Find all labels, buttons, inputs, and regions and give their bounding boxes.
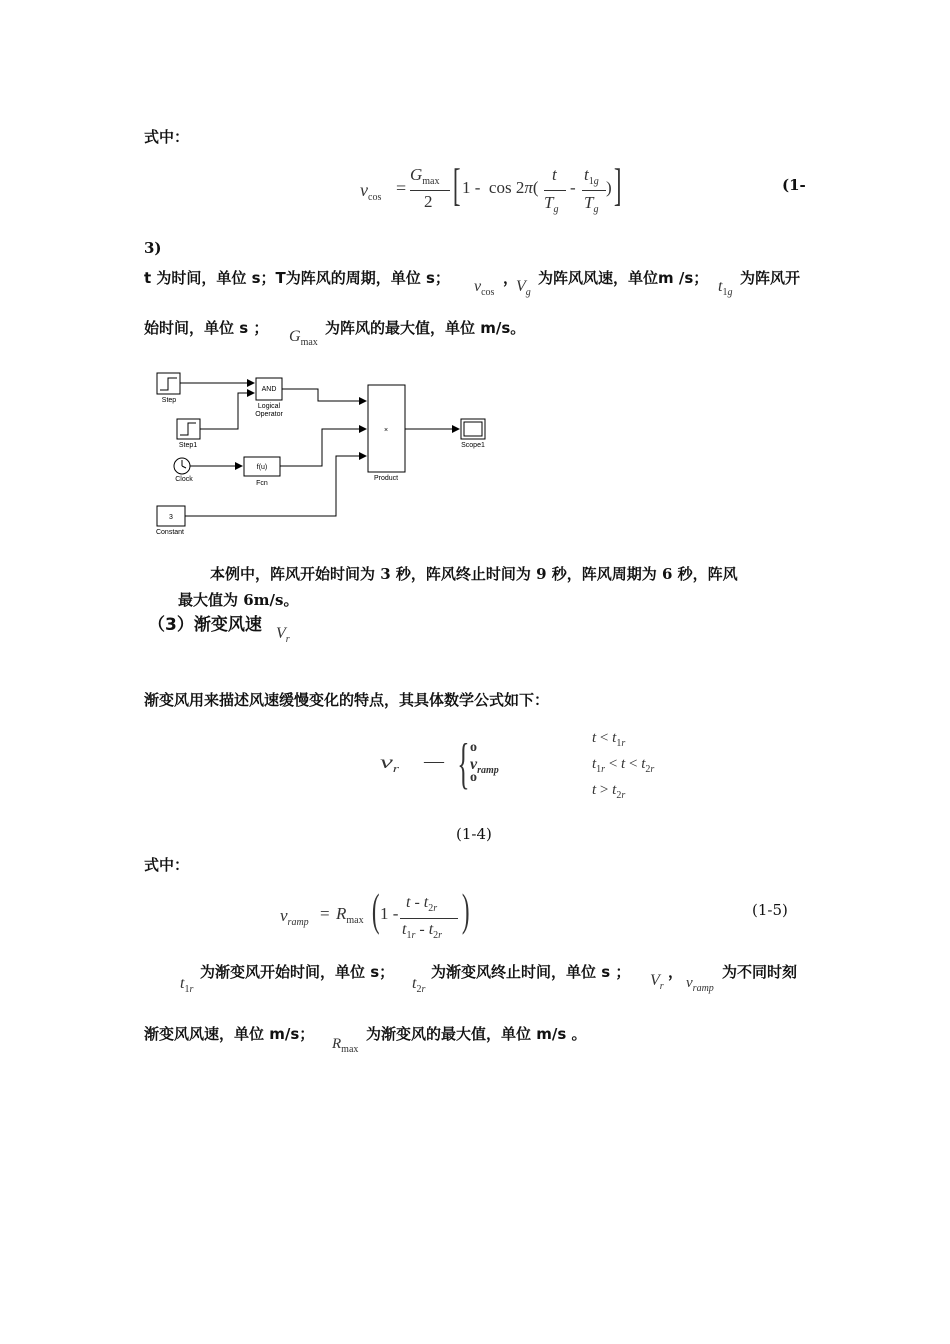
fcn-label: Fcn — [256, 480, 268, 487]
paragraph-text: 渐变风风速，单位 m/s； — [144, 1025, 315, 1043]
logical-operator-label: Operator — [255, 411, 283, 418]
paragraph-label: 式中： — [144, 128, 190, 146]
example-text: 本例中，阵风开始时间为 3 秒，阵风终止时间为 9 秒，阵风周期为 6 秒，阵风 — [210, 565, 738, 583]
equation-number: (1-5) — [752, 901, 788, 919]
paragraph-text: 为渐变风终止时间，单位 s ； — [431, 963, 631, 981]
paragraph-label: 式中： — [144, 856, 190, 874]
paragraph-text: 为阵风的最大值，单位 m/s。 — [325, 319, 526, 337]
paragraph-text: 始时间，单位 s ； — [144, 319, 269, 337]
section-heading: （3）渐变风速 — [148, 615, 262, 635]
logical-operator-label: Logical — [257, 403, 281, 410]
paragraph-text: 为阵风开 — [740, 269, 801, 287]
paragraph-comma: ， — [668, 963, 684, 981]
fcn-inner: f(u) — [256, 464, 268, 471]
equation-number: (1-4) — [456, 825, 492, 843]
step-label: Step — [161, 397, 177, 404]
paragraph-text: 为不同时刻 — [722, 963, 798, 981]
and-text: AND — [261, 386, 277, 393]
paragraph-text: 为渐变风的最大值，单位 m/s 。 — [366, 1025, 587, 1043]
paragraph-comma: ， — [503, 269, 519, 287]
simulink-diagram — [150, 366, 510, 546]
constant-label: Constant — [155, 529, 185, 536]
paragraph-text: 渐变风用来描述风速缓慢变化的特点，其具体数学公式如下： — [144, 691, 550, 709]
scope-label: Scope1 — [461, 442, 485, 449]
equation-number: (1- — [782, 176, 806, 194]
constant-value: 3 — [169, 514, 173, 521]
product-label: Product — [373, 475, 399, 482]
clock-label: Clock — [175, 476, 193, 483]
paragraph-text: 为渐变风开始时间，单位 s； — [200, 963, 395, 981]
step1-label: Step1 — [178, 442, 198, 449]
example-text: 最大值为 6m/s。 — [178, 591, 299, 609]
equation-number-wrap: 3) — [144, 239, 162, 257]
paragraph-text: t 为时间，单位 s；T为阵风的周期，单位 s； — [144, 269, 450, 287]
product-inner: × — [383, 427, 389, 434]
paragraph-text: 为阵风风速，单位m /s； — [538, 269, 709, 287]
